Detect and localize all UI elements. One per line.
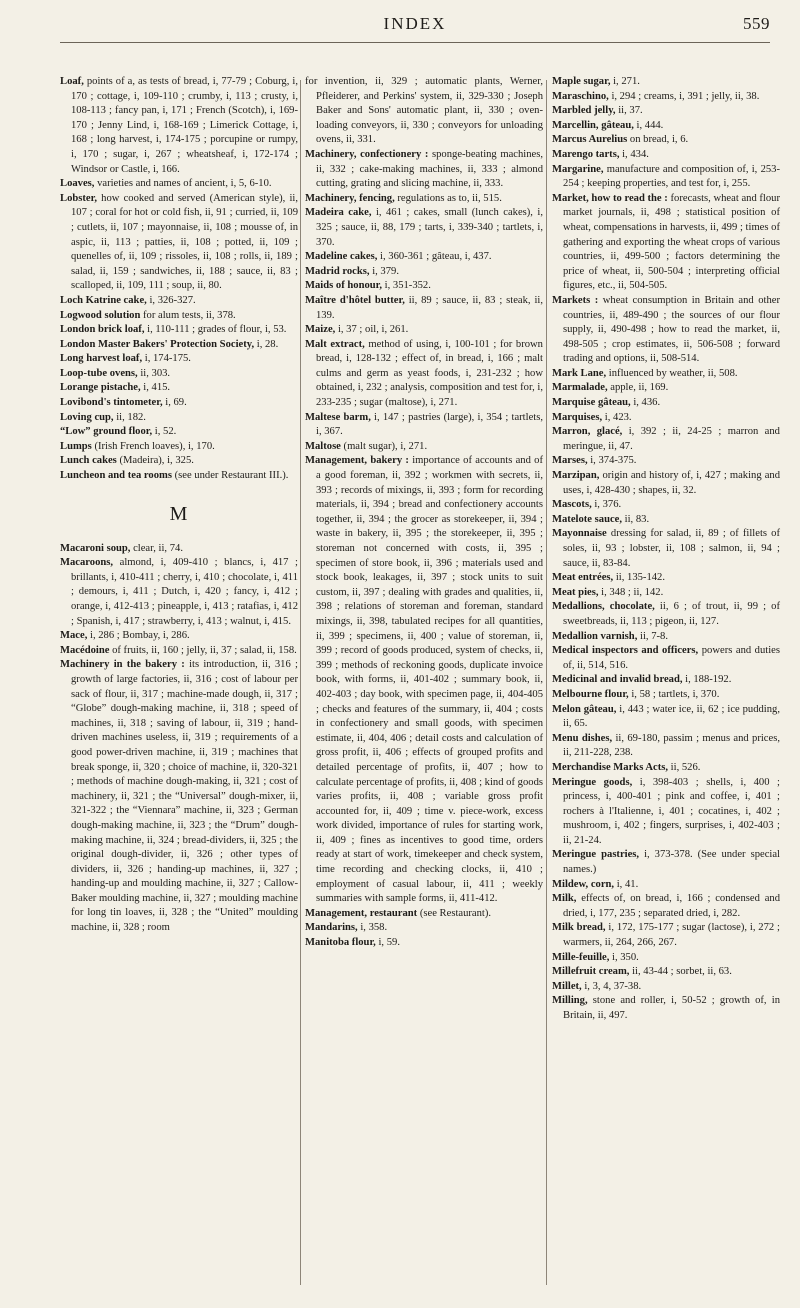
- index-entry: [552, 396, 780, 411]
- index-references: on bread, i, 6.: [627, 134, 689, 146]
- index-term: Millet,: [552, 980, 582, 992]
- index-references: regulations as to, ii, 515.: [394, 192, 502, 204]
- index-references: its introduction, ii, 316 ; growth of large factories, ii, 316 ; cost of labour per sack of flour, ii, 317 ; machine-made dough, ii, 317 ; “Globe” dough-making machine, ii, 318 ; speed of machines, ii, 318 ; saving of labour, ii, 319 ; hand-driven machines useless, ii, 319 ; requirements of a good power-driven machine, ii, 319 ; machines that break sponge, ii, 320 ; choice of machine, ii, 320-321 ; methods of machine dough-making, ii, 321 ; cost of machinery, ii, 321 ; the “Universal” dough-mixer, ii, 321-322 ; the “Viennara” machine, ii, 323 ; German dough-making machine, ii, 323 ; the “Drum” dough-making machine, ii, 324 ; bread-dividers, ii, 325 ; the original dough-divider, ii, 326 ; other types of dividers, ii, 326 ; handing-up machines, ii, 327 ; handing-up and moulding machine, ii, 327 ; Callow-Baker moulding machine, ii, 327 ; moulding machine for long tin loaves, ii, 328 ; the “United” moulding machine, ii, 328 ; room: [71, 659, 298, 934]
- index-entry: [305, 192, 543, 207]
- index-entry: [305, 206, 543, 250]
- index-entry: [305, 440, 543, 455]
- index-entry: [552, 630, 780, 645]
- index-term: Marron, glacé,: [552, 426, 623, 438]
- index-references: i, 461 ; cakes, small (lunch cakes), i, 325 ; sauce, ii, 88, 179 ; tarts, i, 339-340 ; tartlets, i, 370.: [316, 207, 543, 248]
- index-entry: [305, 907, 543, 922]
- index-term: Meringue pastries,: [552, 849, 640, 861]
- index-entry: [305, 279, 543, 294]
- index-entry: [552, 980, 780, 995]
- index-term: Mayonnaise: [552, 528, 607, 540]
- index-term: Melon gâteau,: [552, 703, 617, 715]
- index-term: Milk bread,: [552, 922, 606, 934]
- index-term: “Low” ground floor,: [60, 426, 153, 438]
- index-entry: [60, 367, 298, 382]
- index-references: ii, 43-44 ; sorbet, ii, 63.: [629, 966, 732, 978]
- index-term: Loaves,: [60, 178, 95, 190]
- index-term: Markets :: [552, 294, 599, 306]
- index-references: i, 188-192.: [682, 674, 732, 686]
- index-references: almond, i, 409-410 ; blancs, i, 417 ; brillants, i, 410-411 ; cherry, i, 410 ; chocolate, i, 411 ; demours, i, 411 ; Dutch, i, 420 ; fancy, i, 412 ; orange, i, 412-413 ; pineapple, i, 413 ; ratafias, i, 412 ; Spanish, i, 417 ; strawberry, i, 413 ; walnut, i, 415.: [71, 557, 298, 627]
- index-term: Maple sugar,: [552, 76, 611, 87]
- index-references: ii, 7-8.: [637, 630, 668, 642]
- index-references: sponge-beating machines, ii, 332 ; cake-making machines, ii, 333 ; almond cutting, grating and slicing machine, ii, 333.: [316, 148, 543, 190]
- index-entry: [552, 892, 780, 921]
- index-references: i, 147 ; pastries (large), i, 354 ; tartlets, i, 367.: [316, 411, 543, 438]
- index-term: Lunch cakes: [60, 455, 117, 467]
- index-term: Medical inspectors and officers,: [552, 645, 699, 657]
- index-references: i, 58 ; tartlets, i, 370.: [628, 688, 720, 700]
- index-term: Logwood solution: [60, 309, 141, 321]
- index-entry: [552, 294, 780, 367]
- index-entry: [305, 250, 543, 265]
- index-entry: [305, 936, 543, 951]
- index-term: Meat entrées,: [552, 572, 614, 584]
- index-term: Marcus Aurelius: [552, 134, 628, 146]
- index-entry: [552, 367, 780, 382]
- index-term: Marses,: [552, 455, 588, 467]
- index-references: i, 52.: [152, 426, 177, 438]
- index-entry: [60, 309, 298, 324]
- index-references: i, 444.: [633, 119, 664, 131]
- index-term: Management, bakery :: [305, 455, 409, 467]
- index-column-2: [305, 75, 543, 951]
- index-term: Luncheon and tea rooms: [60, 470, 172, 482]
- index-references: ii, 83.: [622, 513, 650, 525]
- index-entry: [552, 527, 780, 571]
- index-references: i, 379.: [369, 265, 399, 277]
- index-entry: [305, 454, 543, 906]
- index-references: i, 373-378. (See under special names.): [563, 849, 780, 876]
- index-term: Madeline cakes,: [305, 251, 378, 263]
- index-references: i, 434.: [619, 148, 649, 160]
- index-entry: [552, 571, 780, 586]
- index-references: i, 351-352.: [382, 280, 431, 292]
- index-entry: [60, 629, 298, 644]
- index-references: ii, 37.: [615, 105, 643, 117]
- index-references: i, 443 ; water ice, ii, 62 ; ice pudding, ii, 65.: [563, 703, 780, 730]
- index-references: dressing for salad, ii, 89 ; of fillets of soles, ii, 93 ; lobster, ii, 108 ; salmon, ii, 94 ; sauce, ii, 83-84.: [563, 528, 780, 569]
- index-entry: [552, 951, 780, 966]
- index-term: Management, restaurant: [305, 907, 418, 919]
- index-term: Madeira cake,: [305, 207, 372, 219]
- index-references: ii, 89 ; sauce, ii, 83 ; steak, ii, 139.: [316, 294, 543, 321]
- index-entry: [305, 148, 543, 192]
- index-entry: [60, 440, 298, 455]
- index-references: forecasts, wheat and flour market journals, ii, 498 ; statistical position of wheat, compensations in harvests, ii, 499 ; times of gathering and exporting the wheat crops of various countries, ii, 499-500 ; factors determining the price of wheat, ii, 500-504 ; interpreting official figures, etc., ii, 504-505.: [563, 192, 780, 292]
- index-references: i, 358.: [357, 922, 388, 934]
- index-term: Maize,: [305, 324, 336, 336]
- index-entry: [305, 921, 543, 936]
- index-term: Marcellin, gâteau,: [552, 119, 634, 131]
- index-entry: [552, 673, 780, 688]
- index-term: Mildew, corn,: [552, 878, 615, 890]
- index-term: Mace,: [60, 630, 88, 642]
- index-term: Medallions, chocolate,: [552, 601, 655, 613]
- index-references: i, 392 ; ii, 24-25 ; marron and meringue, ii, 47.: [563, 426, 780, 452]
- index-entry: [60, 644, 298, 659]
- index-term: Lorange pistache,: [60, 382, 141, 394]
- index-entry: [552, 133, 780, 148]
- index-term: Maraschino,: [552, 90, 609, 102]
- index-term: Loving cup,: [60, 411, 114, 423]
- index-column-1: [60, 75, 298, 936]
- index-entry: [552, 848, 780, 877]
- index-references: ii, 6 ; of trout, ii, 99 ; of sweetbreads, ii, 113 ; pigeon, ii, 127.: [563, 601, 780, 627]
- index-references: i, 28.: [254, 338, 279, 350]
- index-entry: [60, 294, 298, 309]
- index-references: i, 415.: [140, 382, 171, 394]
- index-entry: [305, 338, 543, 411]
- index-term: Mille-feuille,: [552, 951, 610, 963]
- index-references: i, 294 ; creams, i, 391 ; jelly, ii, 38.: [608, 90, 760, 102]
- index-references: for alum tests, ii, 378.: [140, 309, 236, 321]
- index-entry: [305, 265, 543, 280]
- index-entry: [60, 658, 298, 935]
- index-entry: [552, 921, 780, 950]
- index-entry: [552, 703, 780, 732]
- index-term: Medallion varnish,: [552, 630, 638, 642]
- index-column-3: [552, 75, 780, 1024]
- index-entry: [552, 994, 780, 1023]
- index-entry: [552, 425, 780, 454]
- index-entry: [60, 323, 298, 338]
- index-references: i, 3, 4, 37-38.: [581, 980, 642, 992]
- index-term: Manitoba flour,: [305, 937, 376, 949]
- index-references: i, 350.: [609, 951, 639, 963]
- index-term: Marengo tarts,: [552, 148, 620, 160]
- page-number: 559: [743, 14, 770, 33]
- index-references: manufacture and composition of, i, 253-254 ; keeping properties, and test for, i, 255.: [563, 163, 780, 190]
- index-references: origin and history of, i, 427 ; making and uses, i, 428-430 ; shapes, ii, 32.: [563, 470, 780, 496]
- index-references: clear, ii, 74.: [130, 542, 183, 554]
- index-entry: [60, 542, 298, 557]
- index-term: Lovibond's tintometer,: [60, 397, 163, 409]
- index-entry: [60, 352, 298, 367]
- index-term: Macaroni soup,: [60, 542, 131, 554]
- index-term: Macaroons,: [60, 557, 114, 569]
- index-term: Machinery, fencing,: [305, 192, 395, 204]
- index-term: Melbourne flour,: [552, 688, 629, 700]
- index-term: Maltose: [305, 440, 341, 452]
- index-entry: [60, 556, 298, 629]
- index-term: Mandarins,: [305, 922, 358, 934]
- index-entry: [552, 454, 780, 469]
- index-entry: [60, 396, 298, 411]
- index-entry: [552, 411, 780, 426]
- index-references: i, 69.: [162, 397, 187, 409]
- index-references: i, 41.: [614, 878, 639, 890]
- index-entry: [552, 469, 780, 498]
- index-entry: [552, 965, 780, 980]
- index-references: i, 286 ; Bombay, i, 286.: [87, 630, 190, 642]
- index-term: Malt extract,: [305, 338, 365, 350]
- index-term: Macédoine: [60, 644, 110, 656]
- index-term: London brick loaf,: [60, 324, 145, 336]
- index-references: i, 326-327.: [146, 294, 196, 306]
- index-references: ii, 526.: [668, 761, 701, 773]
- index-entry: [552, 75, 780, 90]
- index-term: Lobster,: [60, 192, 97, 204]
- index-references: powers and duties of, ii, 514, 516.: [563, 645, 780, 671]
- index-term: Milling,: [552, 995, 588, 1007]
- index-term: Mark Lane,: [552, 367, 607, 379]
- index-entry: [552, 498, 780, 513]
- index-term: Matelote sauce,: [552, 513, 623, 525]
- index-references: ii, 135-142.: [613, 572, 665, 584]
- index-references: i, 398-403 ; shells, i, 400 ; princess, i, 400-401 ; pink and coffee, i, 401 ; rochers à l'Italienne, i, 401 ; cocatines, i, 402 ; mushroom, i, 402 ; fingers, surprises, i, 402-403 ; ii, 21-24.: [563, 776, 780, 846]
- index-references: i, 423.: [602, 411, 632, 423]
- index-term: Madrid rocks,: [305, 265, 370, 277]
- index-term: Marmalade,: [552, 382, 608, 394]
- index-references: (see under Restaurant III.).: [171, 470, 289, 482]
- index-term: Lumps: [60, 440, 92, 452]
- index-references: i, 376.: [591, 499, 622, 511]
- index-references: (Madeira), i, 325.: [116, 455, 194, 467]
- index-entry: [60, 454, 298, 469]
- index-references: ii, 182.: [113, 411, 146, 423]
- index-term: Marquise gâteau,: [552, 397, 631, 409]
- index-term: Medicinal and invalid bread,: [552, 674, 683, 686]
- index-references: ii, 303.: [137, 367, 171, 379]
- index-references: ii, 69-180, passim ; menus and prices, ii, 211-228, 238.: [563, 732, 780, 759]
- index-references: i, 174-175.: [142, 353, 191, 365]
- index-entry: [552, 688, 780, 703]
- index-references: i, 37 ; oil, i, 261.: [335, 324, 409, 336]
- index-entry: [552, 600, 780, 629]
- index-entry: [305, 294, 543, 323]
- column-divider: [300, 80, 301, 1285]
- index-term: Meat pies,: [552, 586, 599, 598]
- index-entry: [305, 75, 543, 148]
- index-entry: [60, 411, 298, 426]
- index-entry: [552, 732, 780, 761]
- section-letter: M: [169, 502, 189, 525]
- index-term: London Master Bakers' Protection Society,: [60, 338, 255, 350]
- index-term: Machinery in the bakery :: [60, 659, 185, 671]
- index-entry: [60, 469, 298, 484]
- index-references: (malt sugar), i, 271.: [340, 440, 428, 452]
- index-entry: [305, 411, 543, 440]
- index-entry: [60, 381, 298, 396]
- index-term: Meringue goods,: [552, 776, 633, 788]
- index-references: influenced by weather, ii, 508.: [606, 367, 738, 379]
- index-references: i, 360-361 ; gâteau, i, 437.: [377, 251, 492, 263]
- header-rule: [60, 42, 770, 43]
- index-references: method of using, i, 100-101 ; for brown bread, i, 128-132 ; effect of, in bread, i, 166 ; malt culms and germ as yeast foods, i, 231-232 ; how obtained, i, 232 ; analysis, composition and test for, i, 233-235 ; sugar (maltose), i, 271.: [316, 338, 543, 409]
- index-term: Loch Katrine cake,: [60, 294, 147, 306]
- index-references: i, 59.: [375, 937, 400, 949]
- index-term: Marquises,: [552, 411, 603, 423]
- index-entry: [552, 878, 780, 893]
- index-term: Machinery, confectionery :: [305, 148, 429, 160]
- index-references: i, 271.: [610, 76, 640, 87]
- page-header: [60, 14, 770, 40]
- index-entry: [60, 192, 298, 294]
- index-entry: [552, 192, 780, 294]
- index-references: apple, ii, 169.: [607, 382, 669, 394]
- column-divider: [546, 80, 547, 1285]
- index-entry: [60, 338, 298, 353]
- index-term: Milk,: [552, 893, 577, 905]
- index-references: (see Restaurant).: [417, 907, 492, 919]
- index-references: how cooked and served (American style), ii, 107 ; coral for hot or cold fish, ii, 91 ; curried, ii, 109 ; cutlets, ii, 107 ; mayonnaise, ii, 108 ; mousse of, in aspic, ii, 113 ; patties, ii, 108 ; potted, ii, 109 ; quenelles of, ii, 109 ; rissoles, ii, 108 ; rolls, ii, 189 ; salad, ii, 159 ; sandwiches, ii, 188 ; sauce, ii, 83 ; scalloped, ii, 109, 111 ; soup, ii, 80.: [71, 192, 298, 292]
- index-term: Millefruit cream,: [552, 966, 630, 978]
- index-references: points of a, as tests of bread, i, 77-79 ; Coburg, i, 170 ; cottage, i, 109-110 ; crumby, i, 113 ; crusty, i, 108-113 ; fancy pan, i, 171 ; French (Scotch), i, 169-170 ; Jenny Lind, i, 168-169 ; Limerick Cottage, i, 168 ; long harvest, i, 174-175 ; porcupine or rumpy, i, 170 ; sugar, i, 267 ; wheatsheaf, i, 172-174 ; Windsor or Castle, i, 166.: [71, 76, 298, 175]
- index-term: Market, how to read the :: [552, 192, 668, 204]
- index-references: of fruits, ii, 160 ; jelly, ii, 37 ; salad, ii, 158.: [109, 644, 297, 656]
- index-term: Maltese barm,: [305, 411, 371, 423]
- index-references: i, 172, 175-177 ; sugar (lactose), i, 272 ; warmers, ii, 264, 266, 267.: [563, 922, 780, 949]
- index-term: Loaf,: [60, 76, 84, 87]
- index-term: Marbled jelly,: [552, 105, 616, 117]
- index-term: Maids of honour,: [305, 280, 383, 292]
- index-term: Margarine,: [552, 163, 604, 175]
- index-references: (Irish French loaves), i, 170.: [91, 440, 215, 452]
- index-entry: [60, 177, 298, 192]
- index-references: importance of accounts and of a good foreman, ii, 392 ; workmen with secrets, ii, 393 ; records of mixings, ii, 393 ; form for recording materials, ii, 394 ; bread and confectionery accounts together, ii, 394 ; the grocer as storekeeper, ii, 394 ; waste in bakery, ii, 395 ; the storekeeper, ii, 395 ; storeman not concerned with costs, ii, 395 ; specimen of store book, ii, 396 ; materials used and stock book, leakages, ii, 397 ; stock units to suit custom, ii, 397 ; dealing with grades and qualities, ii, 398 ; relations of storeman and foreman, standard mixings, ii, 398, tabulated recipes for all quantities, ii, 399 ; specimens, ii, 400 ; value of storeman, ii, 399 ; record of goods produced, system of checks, ii, 399 ; methods of reckoning goods, duplicate invoice book, with forms, ii, 401-402 ; summary book, ii, 402-403 ; day book, with specimen page, ii, 404-405 ; checks and features of the summary, ii, 404 ; costs in confectionery and small goods, with specimen estimate, ii, 404, 406 ; detail costs and calculation of gross profit, ii, 406 ; effects of grouped profits and detailed percentage of profits, ii, 407 ; how to calculate percentage of profits, ii, 408 ; kind of goods varies profits, ii, 408 ; variable gross profit accounted for, ii, 409 ; time v. piece-work, excess work divided, importance of rules for starting work, ii, 409 ; fines as incentives to good time, orders ready at start of work, timekeeper and check system, time recording and checking clocks, ii, 410 ; employment of casual labour, ii, 411 ; weekly summaries with sample forms, ii, 411-412.: [316, 455, 544, 905]
- index-entry: [552, 104, 780, 119]
- index-entry: [552, 381, 780, 396]
- index-term: Maître d'hôtel butter,: [305, 294, 405, 306]
- index-entry: [552, 513, 780, 528]
- index-term: Mascots,: [552, 499, 592, 511]
- index-entry: [60, 425, 298, 440]
- index-entry: [552, 644, 780, 673]
- index-term: Loop-tube ovens,: [60, 367, 138, 379]
- index-term: Marzipan,: [552, 470, 600, 482]
- index-references: effects of, on bread, i, 166 ; condensed and dried, i, 177, 235 ; separated dried, i, 282.: [563, 893, 780, 919]
- index-entry: [552, 761, 780, 776]
- index-references: wheat consumption in Britain and other countries, ii, 489-490 ; the sources of our flour supply, ii, 490-498 ; how to read the market, ii, 498-505 ; crop estimates, ii, 506-508 ; forward trading and options, ii, 508-514.: [563, 294, 780, 365]
- index-entry: [552, 163, 780, 192]
- index-entry: [552, 586, 780, 601]
- index-references: stone and roller, i, 50-52 ; growth of, in Britain, ii, 497.: [563, 995, 780, 1021]
- index-entry: [305, 323, 543, 338]
- index-references: varieties and names of ancient, i, 5, 6-10.: [94, 178, 272, 190]
- index-entry: [552, 119, 780, 134]
- index-term: Long harvest loaf,: [60, 353, 143, 365]
- index-references: i, 374-375.: [587, 455, 637, 467]
- index-references: for invention, ii, 329 ; automatic plants, Werner, Pfleiderer, and Perkins' system, ii, 329-330 ; Joseph Baker and Sons' automatic plant, ii, 330 ; oven-loading conveyors, ii, 330 ; conveyors for unloading ovens, ii, 331.: [305, 76, 543, 146]
- index-entry: [552, 148, 780, 163]
- index-references: i, 110-111 ; grades of flour, i, 53.: [144, 324, 287, 336]
- running-title: INDEX: [383, 14, 447, 33]
- index-references: i, 436.: [630, 397, 661, 409]
- index-term: Merchandise Marks Acts,: [552, 761, 669, 773]
- index-term: Menu dishes,: [552, 732, 613, 744]
- index-entry: [60, 75, 298, 177]
- index-references: i, 348 ; ii, 142.: [598, 586, 664, 598]
- index-entry: [552, 776, 780, 849]
- index-entry: [552, 90, 780, 105]
